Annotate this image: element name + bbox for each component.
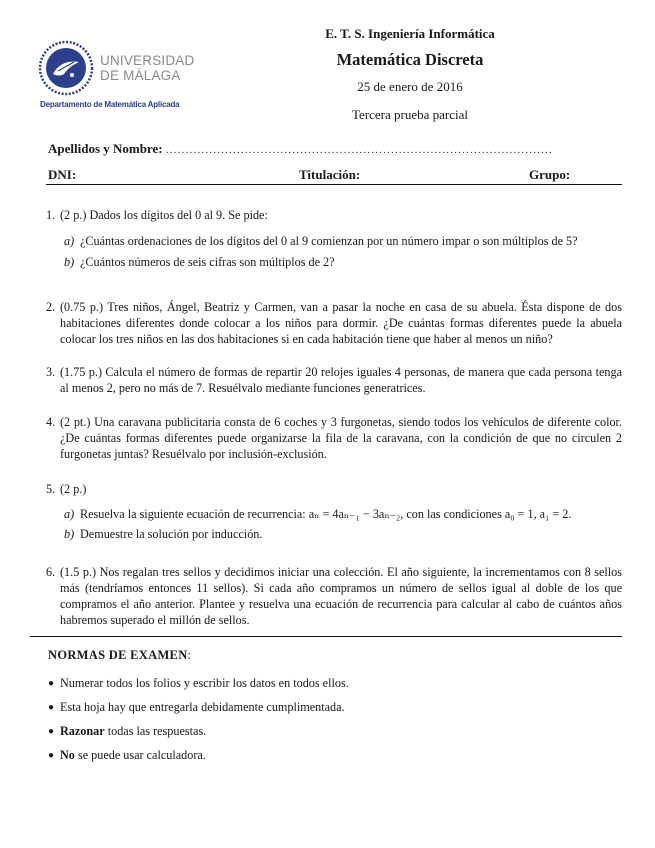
question-text: (0.75 p.) Tres niños, Ángel, Beatriz y Carmen, van a pasar la noche en casa de su abuela. Ésta dispone de dos habitaciones diferentes donde colocar a los niños para dormir. ¿De cuántas formas diferentes puede la abuela colocar los tres niños en las dos habitaciones si en cada habitación tiene que haber al menos un niño? — [60, 300, 622, 346]
part-text: Resuelva la siguiente ecuación de recurrencia: aₙ = 4aₙ₋₁ − 3aₙ₋₂, con las condiciones a₀ = 1, a₁ = 2. — [80, 507, 572, 521]
department-name: Departamento de Matemática Aplicada — [40, 100, 180, 109]
part-label: a) — [64, 234, 75, 248]
dni-label: DNI: — [48, 167, 77, 182]
bullet-icon: ● — [48, 750, 55, 761]
university-name: UNIVERSIDAD DE MÁLAGA — [100, 53, 195, 83]
question-text: (2 p.) — [60, 482, 87, 496]
group-label: Grupo: — [529, 167, 571, 182]
question-number: 3. — [46, 365, 56, 379]
question-part — [64, 506, 622, 522]
rule-item — [48, 724, 206, 739]
question-text: (1.75 p.) Calcula el número de formas de repartir 20 relojes iguales 4 personas, de manera que cada persona tenga al menos 2, pero no más de 7. Resuélvalo mediante funciones generatrices. — [60, 365, 622, 395]
bullet-icon: ● — [48, 702, 55, 713]
question-number: 2. — [46, 300, 56, 314]
rule-item — [48, 748, 206, 763]
part-text: ¿Cuántos números de seis cifras son múltiplos de 2? — [80, 255, 335, 269]
bullet-icon: ● — [48, 678, 55, 689]
university-logo — [38, 40, 195, 114]
question-number: 6. — [46, 565, 56, 579]
degree-label: Titulación: — [299, 167, 361, 182]
part-label: b) — [64, 255, 75, 269]
question-4 — [46, 414, 622, 462]
rule-item — [48, 676, 349, 691]
name-fill-line[interactable]: .................................................................................................. — [165, 144, 553, 156]
school-name: E. T. S. Ingeniería Informática — [325, 26, 495, 41]
question-2 — [46, 299, 622, 347]
question-number: 1. — [46, 208, 56, 222]
rule-emphasis: Razonar — [60, 724, 105, 738]
question-5 — [46, 481, 622, 542]
question-part — [64, 254, 622, 270]
university-seal-icon — [38, 40, 94, 96]
question-text: (2 p.) Dados los dígitos del 0 al 9. Se pide: — [60, 208, 268, 222]
subject-title: Matemática Discreta — [336, 50, 484, 69]
question-3 — [46, 364, 622, 396]
question-part — [64, 233, 622, 249]
exam-header — [300, 26, 520, 123]
question-number: 4. — [46, 415, 56, 429]
rule-text: Esta hoja hay que entregarla debidamente cumplimentada. — [60, 700, 345, 714]
rules-title-colon: : — [187, 648, 192, 662]
rule-item — [48, 700, 345, 715]
exam-date: 25 de enero de 2016 — [357, 79, 463, 94]
question-text: (2 pt.) Una caravana publicitaria consta de 6 coches y 3 furgonetas, siendo todos los vehículos de diferente color. ¿De cuántas formas diferentes puede organizarse la fila de la caravana, con la condición de que no circulen 2 furgonetas juntas? Resuélvalo por inclusión-exclusión. — [60, 415, 622, 461]
question-number: 5. — [46, 482, 56, 496]
rules-title-text: NORMAS DE EXAMEN — [48, 648, 188, 662]
part-label: b) — [64, 527, 75, 541]
part-label: a) — [64, 507, 75, 521]
question-1 — [46, 207, 622, 270]
exam-type: Tercera prueba parcial — [351, 107, 468, 122]
bullet-icon: ● — [48, 726, 55, 737]
rule-emphasis: No — [60, 748, 75, 762]
rules-title — [48, 648, 191, 663]
name-field-row — [48, 141, 620, 157]
rule-text: Numerar todos los folios y escribir los datos en todos ellos. — [60, 676, 349, 690]
question-part — [64, 526, 622, 542]
part-text: ¿Cuántas ordenaciones de los dígitos del 0 al 9 comienzan por un número impar o son múltiplos de 5? — [80, 234, 578, 248]
rules-divider — [30, 636, 622, 637]
rule-text: se puede usar calculadora. — [74, 748, 206, 762]
question-6 — [46, 564, 622, 628]
name-label: Apellidos y Nombre: — [48, 141, 163, 156]
question-text: (1.5 p.) Nos regalan tres sellos y decidimos iniciar una colección. El año siguiente, la incrementamos con 8 sellos más (tendríamos entonces 11 sellos). Si cada año compramos un número de sellos igual al doble de los que compramos el año anterior. Plantee y resuelva una ecuación de recurrencia para calcular al cabo de cuántos años habremos superado el millón de sellos. — [60, 565, 622, 627]
part-text: Demuestre la solución por inducción. — [80, 527, 263, 541]
rule-text: todas las respuestas. — [104, 724, 207, 738]
header-divider — [46, 184, 622, 185]
